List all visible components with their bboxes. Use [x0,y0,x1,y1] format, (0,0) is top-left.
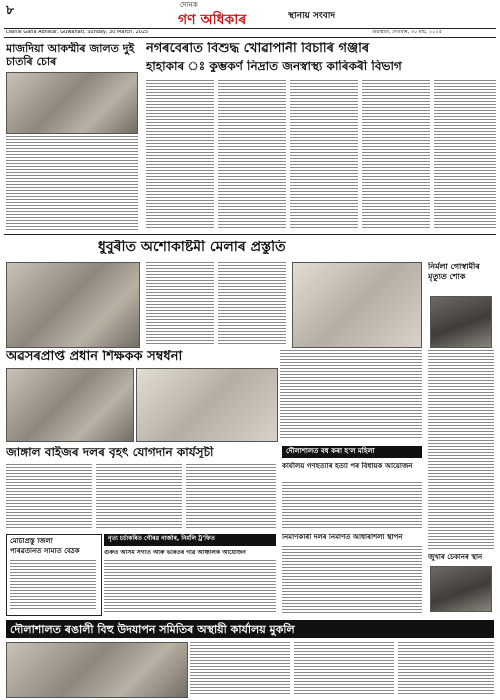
lead-subheadline: হাহাকাৰ ঃ কুম্ভকৰ্ণ নিদ্ৰাত জনস্বাস্থ্য কাৰিকৰী বিভাগ [146,60,402,72]
jangal-body-col-2 [96,464,182,530]
bottom-body-col-3 [398,642,494,696]
retired-headline: অৱসৰপ্ৰাপ্ত প্ৰধান শিক্ষকক সম্বৰ্ধনা [6,350,183,363]
rightmost-photo [430,566,492,612]
lead-body-col-3 [290,80,358,230]
jangal-body-col-1 [6,464,92,530]
lead-bottom-rule [4,234,496,235]
bottom-body-col-1 [190,642,290,696]
nirman-headline: নিৰ্মাণকাৰী দলৰ নিৰ্মাণত আধাৰশিলা স্থাপন [282,534,403,541]
gourab-headline-1: নৃত্য চৰ্চাকৰিত গৌৰৱ নাৰ্জাৰ, নিৰ্মলি ট্ৰ'ফিত [104,534,276,546]
retired-photo [6,368,134,442]
masthead [0,0,500,38]
dhubri-photo [292,262,422,348]
right-column-body [428,350,494,550]
lead-body-col-2 [218,80,286,230]
gourab-body [104,560,276,614]
dhubri-body-col-1 [146,262,214,346]
cramped-body [10,560,96,610]
masthead-bottom-rule [4,37,496,38]
dhubri-body-col-2 [218,262,286,346]
cramped-headline-2: পৰিৱৰ্তনিত সমিতি বৈঠক [10,548,80,555]
lead-body-col-5 [434,80,496,230]
bottom-banner-headline: দৌলাশালত ৰঙালী বিহু উদযাপন সমিতিৰ অস্থায়ী কাৰ্যালয় মুকলি [6,620,494,638]
nirman-body [282,546,422,614]
obituary-photo [430,296,492,348]
masthead-divider [4,28,496,29]
mid-right-small-headline: দৌলাশালত বধ কৰা হ'ল মহিলা [282,446,422,458]
jangal-headline: জাঙ্গাল বাইজৰ দলৰ বৃহৎ যোগদান কাৰ্যসূচী [6,446,214,458]
right-column-heading: নিৰ্মলা গোস্বামীৰ মৃত্যুত শোক [428,262,480,281]
lead-body-col-4 [362,80,430,230]
dateline-right: গুৱাহাটী, দেওবাৰ, ৩০ মাৰ্চ, ২০২৫ [372,30,442,35]
dateline-left: Dainik Gana Adhikar, Guwahati, Sunday, 30 March, 2025 [6,30,149,35]
lead-body-col-1 [146,80,214,230]
bottom-body-col-2 [294,642,394,696]
top-left-photo [6,72,138,134]
top-left-headline: মাজদিয়া আকম্মীৰ জালত দুই চাতৰি চোৰ [6,42,135,68]
gourab-headline-2: গুৰুত আসম সৰ্গীত আৰু ভাৰতৰ গাঁৱ আঞ্চলিক আয়োজন [104,550,246,556]
jangal-body-col-3 [186,464,276,530]
masthead-prefix: দৈনিক [180,2,198,9]
bottom-photo [6,642,188,698]
page-number: ৮ [6,4,15,17]
newspaper-logo [178,9,270,28]
lead-headline: নগৰবেৰাত বিশুদ্ধ খোৱাপানী বিচাৰি গঞ্জাৰ [146,42,370,55]
cramped-headline-1: মোৰ্চাপ্ৰস্তু জিলা [10,538,53,545]
mid-right-body [282,482,422,530]
retired-body [280,350,422,440]
section-label: স্থানীয় সংবাদ [288,12,336,21]
rightmost-small-headline: জুখৰি চেকনিৰ স্থান [428,554,483,561]
top-left-body [6,136,138,232]
mid-right-main-headline: কাৰ্যালয় গণহত্যাৰ হত্যা পৰ বিধায়ক আয়োজন [282,462,413,470]
logo-text: গণ অধিকাৰ [178,12,247,28]
retired-photo-2 [136,368,278,442]
top-left-second-photo [6,262,140,348]
dhubri-headline: ধুবুৰীত অশোকাষ্টমী মেলাৰ প্ৰস্তুতি [98,240,286,254]
